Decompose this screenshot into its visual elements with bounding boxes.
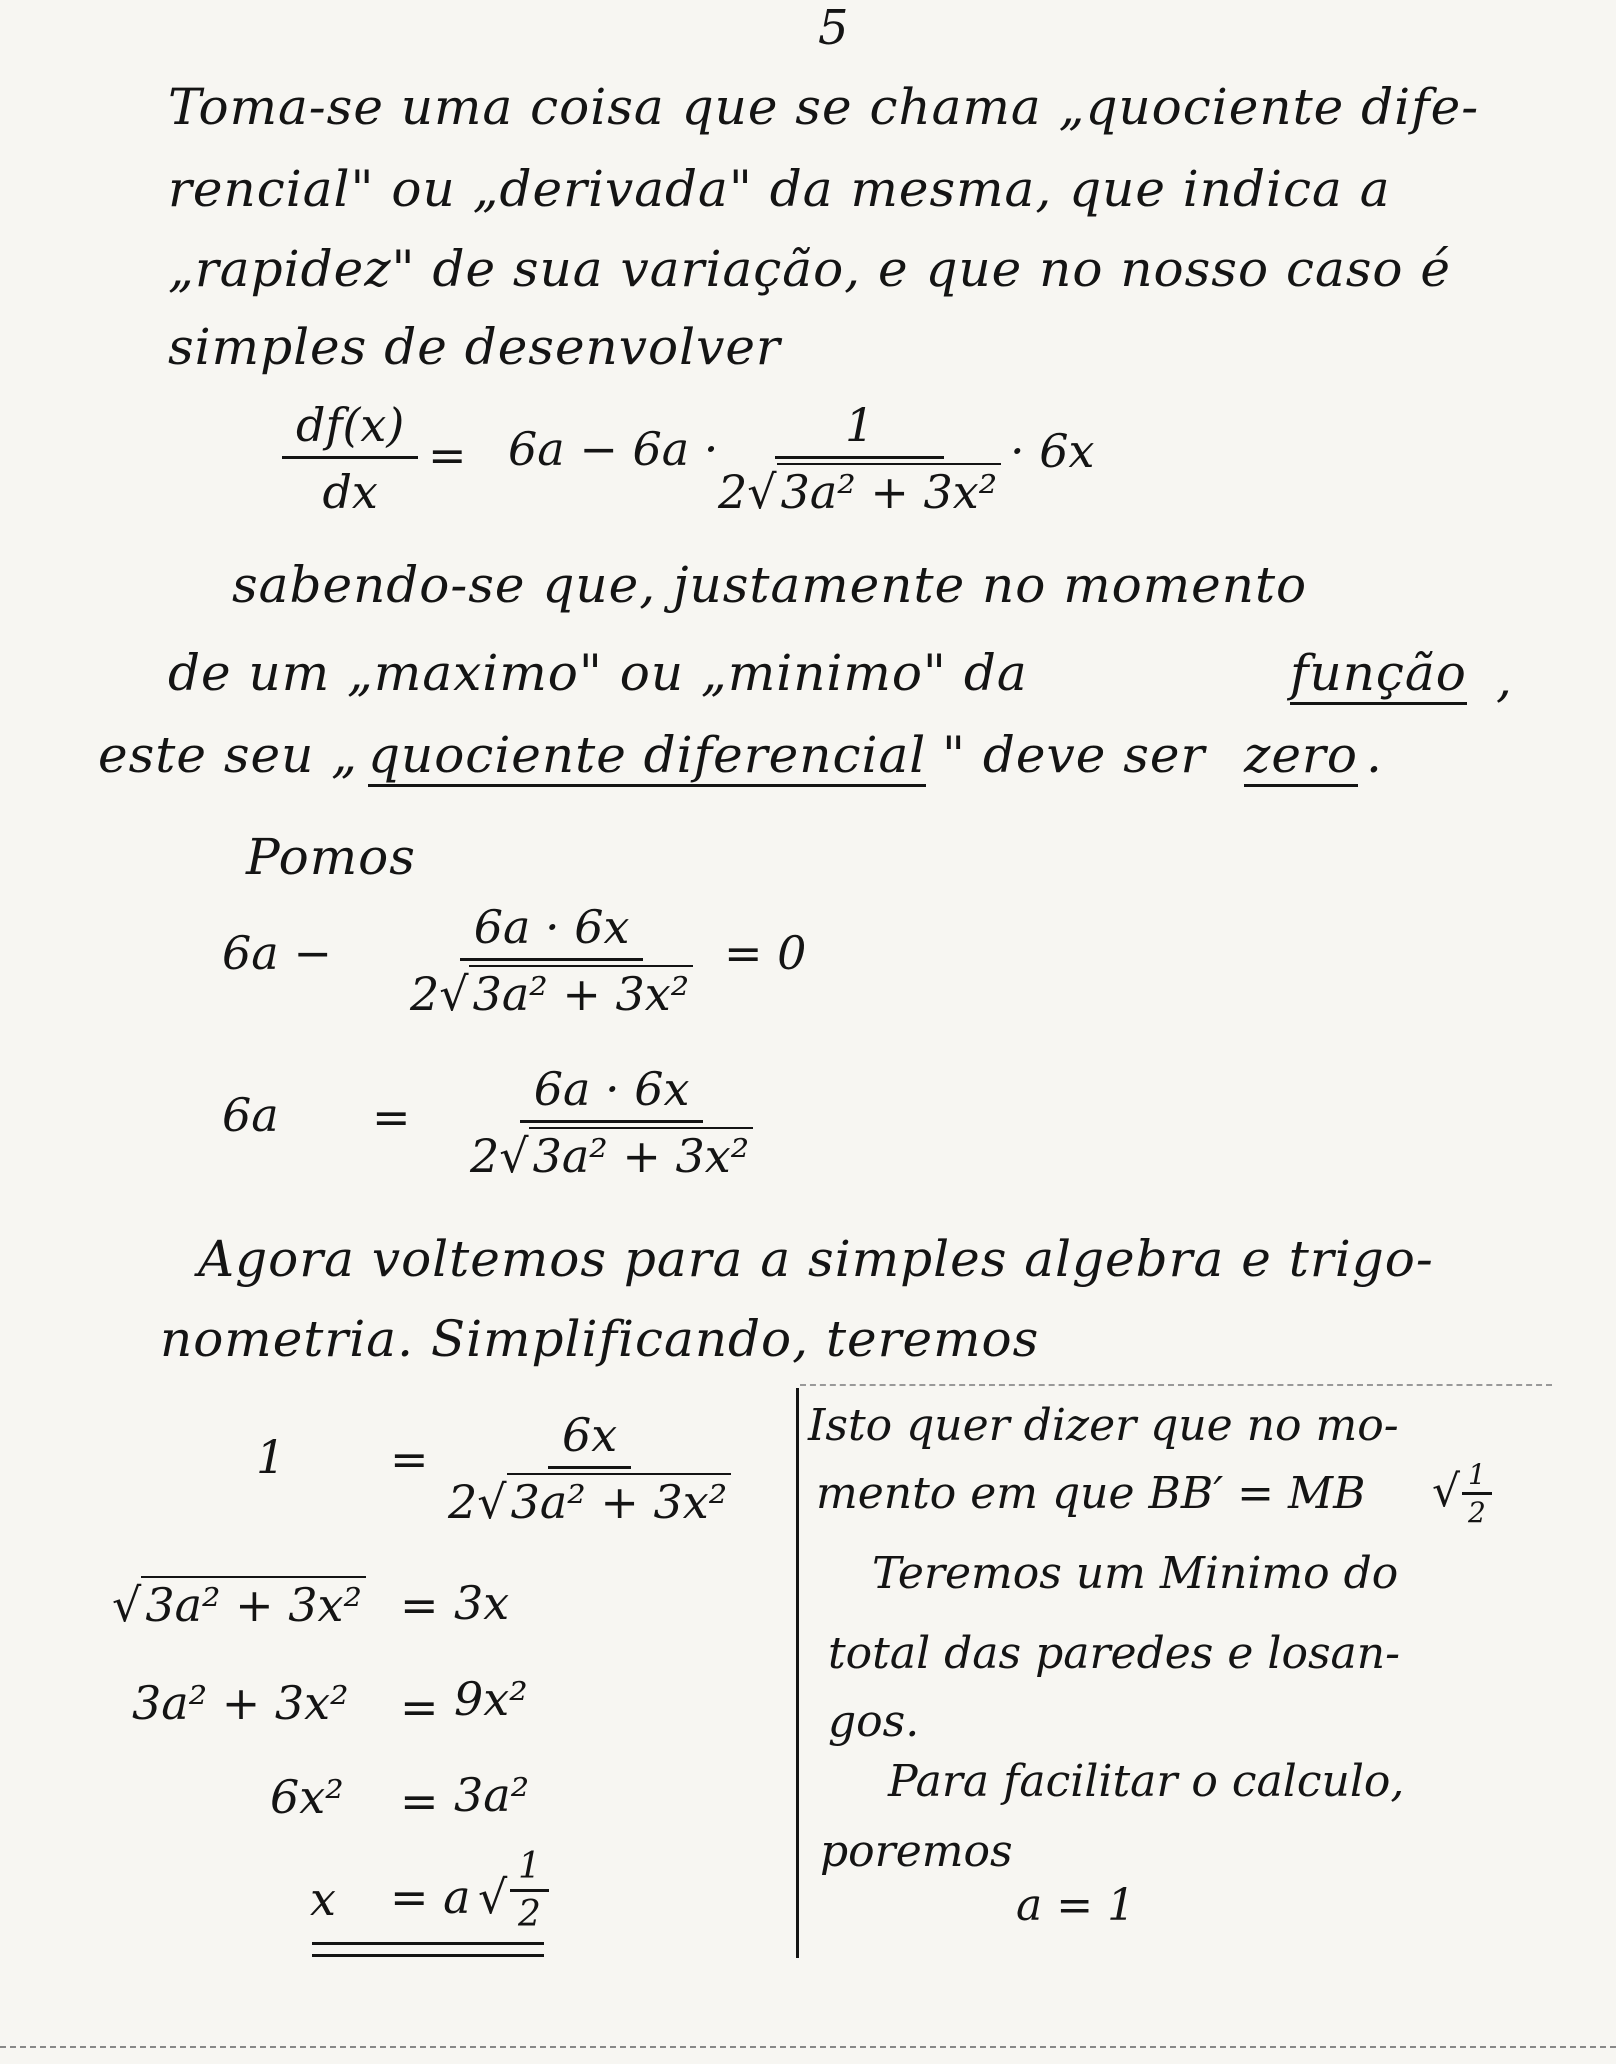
paragraph-2-quociente-diferencial: quociente diferencial — [368, 726, 926, 787]
derivative-fraction-numerator: 1 — [775, 398, 944, 459]
eq2-numerator: 6a · 6x — [520, 1062, 704, 1123]
step5-sqrt-sign: √ — [478, 1870, 508, 1924]
paragraph-1-line-4: simples de desenvolver — [168, 318, 781, 376]
eq2-lhs: 6a — [222, 1088, 279, 1142]
step2-radicand: 3a² + 3x² — [141, 1576, 366, 1632]
eq2-denominator: 2√3a² + 3x² — [470, 1123, 753, 1183]
step3-lhs: 3a² + 3x² — [132, 1676, 349, 1730]
eq1-fraction — [410, 900, 693, 1021]
step5-denominator: 2 — [518, 1894, 541, 1935]
paragraph-2-line-2: de um „maximo" ou „minimo" da — [168, 644, 1028, 702]
result-underline-2 — [312, 1954, 544, 1957]
paragraph-2-line-1: sabendo-se que, justamente no momento — [232, 556, 1308, 614]
paragraph-2-deve-ser: " deve ser — [942, 726, 1206, 784]
step2-lhs: √3a² + 3x² — [112, 1578, 366, 1632]
note-top-border — [800, 1384, 1552, 1386]
step3-equals: = — [400, 1680, 439, 1734]
note-assignment: a = 1 — [1016, 1880, 1136, 1931]
step5-equals-a: = a — [390, 1870, 471, 1924]
step4-rhs: 3a² — [454, 1768, 530, 1822]
derivative-denominator-prefix: 2 — [718, 465, 748, 519]
note-fraction-numerator: 1 — [1462, 1458, 1492, 1495]
paragraph-2-funcao: função — [1290, 644, 1467, 705]
derivative-radicand: 3a² + 3x² — [777, 463, 1002, 519]
note-line-7: poremos — [820, 1826, 1013, 1877]
note-line-2: mento em que BB′ = MB — [816, 1468, 1366, 1519]
note-sqrt-sign: √ — [1432, 1466, 1461, 1517]
note-left-border — [796, 1388, 799, 1958]
result-underline-1 — [312, 1942, 544, 1945]
eq1-denominator: 2√3a² + 3x² — [410, 961, 693, 1021]
page-number: 5 — [818, 0, 849, 56]
pomos-label: Pomos — [246, 828, 416, 886]
step1-lhs: 1 — [256, 1430, 286, 1484]
paragraph-2-period: . — [1366, 726, 1383, 784]
paragraph-1-line-3: „rapidez" de sua variação, e que no nosso caso é — [168, 240, 1452, 298]
derivative-lhs-numerator: df(x) — [282, 398, 418, 459]
step1-numerator: 6x — [548, 1408, 631, 1469]
eq1-rhs: = 0 — [724, 926, 807, 980]
paragraph-2-comma: , — [1496, 650, 1513, 708]
step1-denominator: 2√3a² + 3x² — [448, 1469, 731, 1529]
step5-lhs: x — [310, 1872, 336, 1926]
step2-rhs: 3x — [454, 1576, 510, 1630]
step1-radicand: 3a² + 3x² — [507, 1473, 732, 1529]
step1-denominator-prefix: 2 — [448, 1475, 478, 1529]
paragraph-1-line-2: rencial" ou „derivada" da mesma, que indica a — [168, 160, 1391, 218]
note-line-3: Teremos um Minimo do — [872, 1548, 1399, 1599]
derivative-lhs-denominator: dx — [322, 465, 378, 519]
paragraph-2-line-3-start: este seu „ — [98, 726, 359, 784]
paragraph-1-line-1: Toma-se uma coisa que se chama „quociente dife- — [168, 78, 1480, 136]
step2-equals: = — [400, 1578, 439, 1632]
note-line-6: Para facilitar o calculo, — [888, 1756, 1405, 1807]
page-bottom-edge — [0, 2046, 1616, 2048]
derivative-fraction — [718, 398, 1001, 519]
derivative-equals: = — [428, 428, 467, 482]
step1-fraction — [448, 1408, 731, 1529]
eq1-lhs: 6a − — [222, 926, 332, 980]
note-fraction-denominator: 2 — [1468, 1496, 1486, 1529]
note-line-4: total das paredes e losan- — [828, 1628, 1400, 1679]
eq2-equals: = — [372, 1090, 411, 1144]
note-fraction — [1462, 1458, 1492, 1529]
step1-equals: = — [390, 1432, 429, 1486]
step5-fraction — [510, 1846, 549, 1935]
derivative-lhs-fraction — [282, 398, 418, 519]
note-line-5: gos. — [828, 1696, 920, 1747]
paragraph-3-line-2: nometria. Simplificando, teremos — [160, 1310, 1040, 1368]
note-line-1: Isto quer dizer que no mo- — [808, 1400, 1399, 1451]
eq1-numerator: 6a · 6x — [460, 900, 644, 961]
step4-equals: = — [400, 1774, 439, 1828]
eq1-radicand: 3a² + 3x² — [469, 965, 694, 1021]
eq1-denominator-prefix: 2 — [410, 967, 440, 1021]
step5-numerator: 1 — [510, 1846, 549, 1892]
paragraph-2-zero: zero — [1244, 726, 1358, 787]
eq2-fraction — [470, 1062, 753, 1183]
eq2-radicand: 3a² + 3x² — [529, 1127, 754, 1183]
step3-rhs: 9x² — [454, 1672, 528, 1726]
derivative-fraction-denominator: 2√3a² + 3x² — [718, 459, 1001, 519]
step4-lhs: 6x² — [270, 1770, 344, 1824]
paragraph-3-line-1: Agora voltemos para a simples algebra e trigo- — [198, 1230, 1434, 1288]
derivative-tail: · 6x — [1010, 424, 1095, 478]
eq2-denominator-prefix: 2 — [470, 1129, 500, 1183]
derivative-term: 6a − 6a · — [508, 422, 719, 476]
